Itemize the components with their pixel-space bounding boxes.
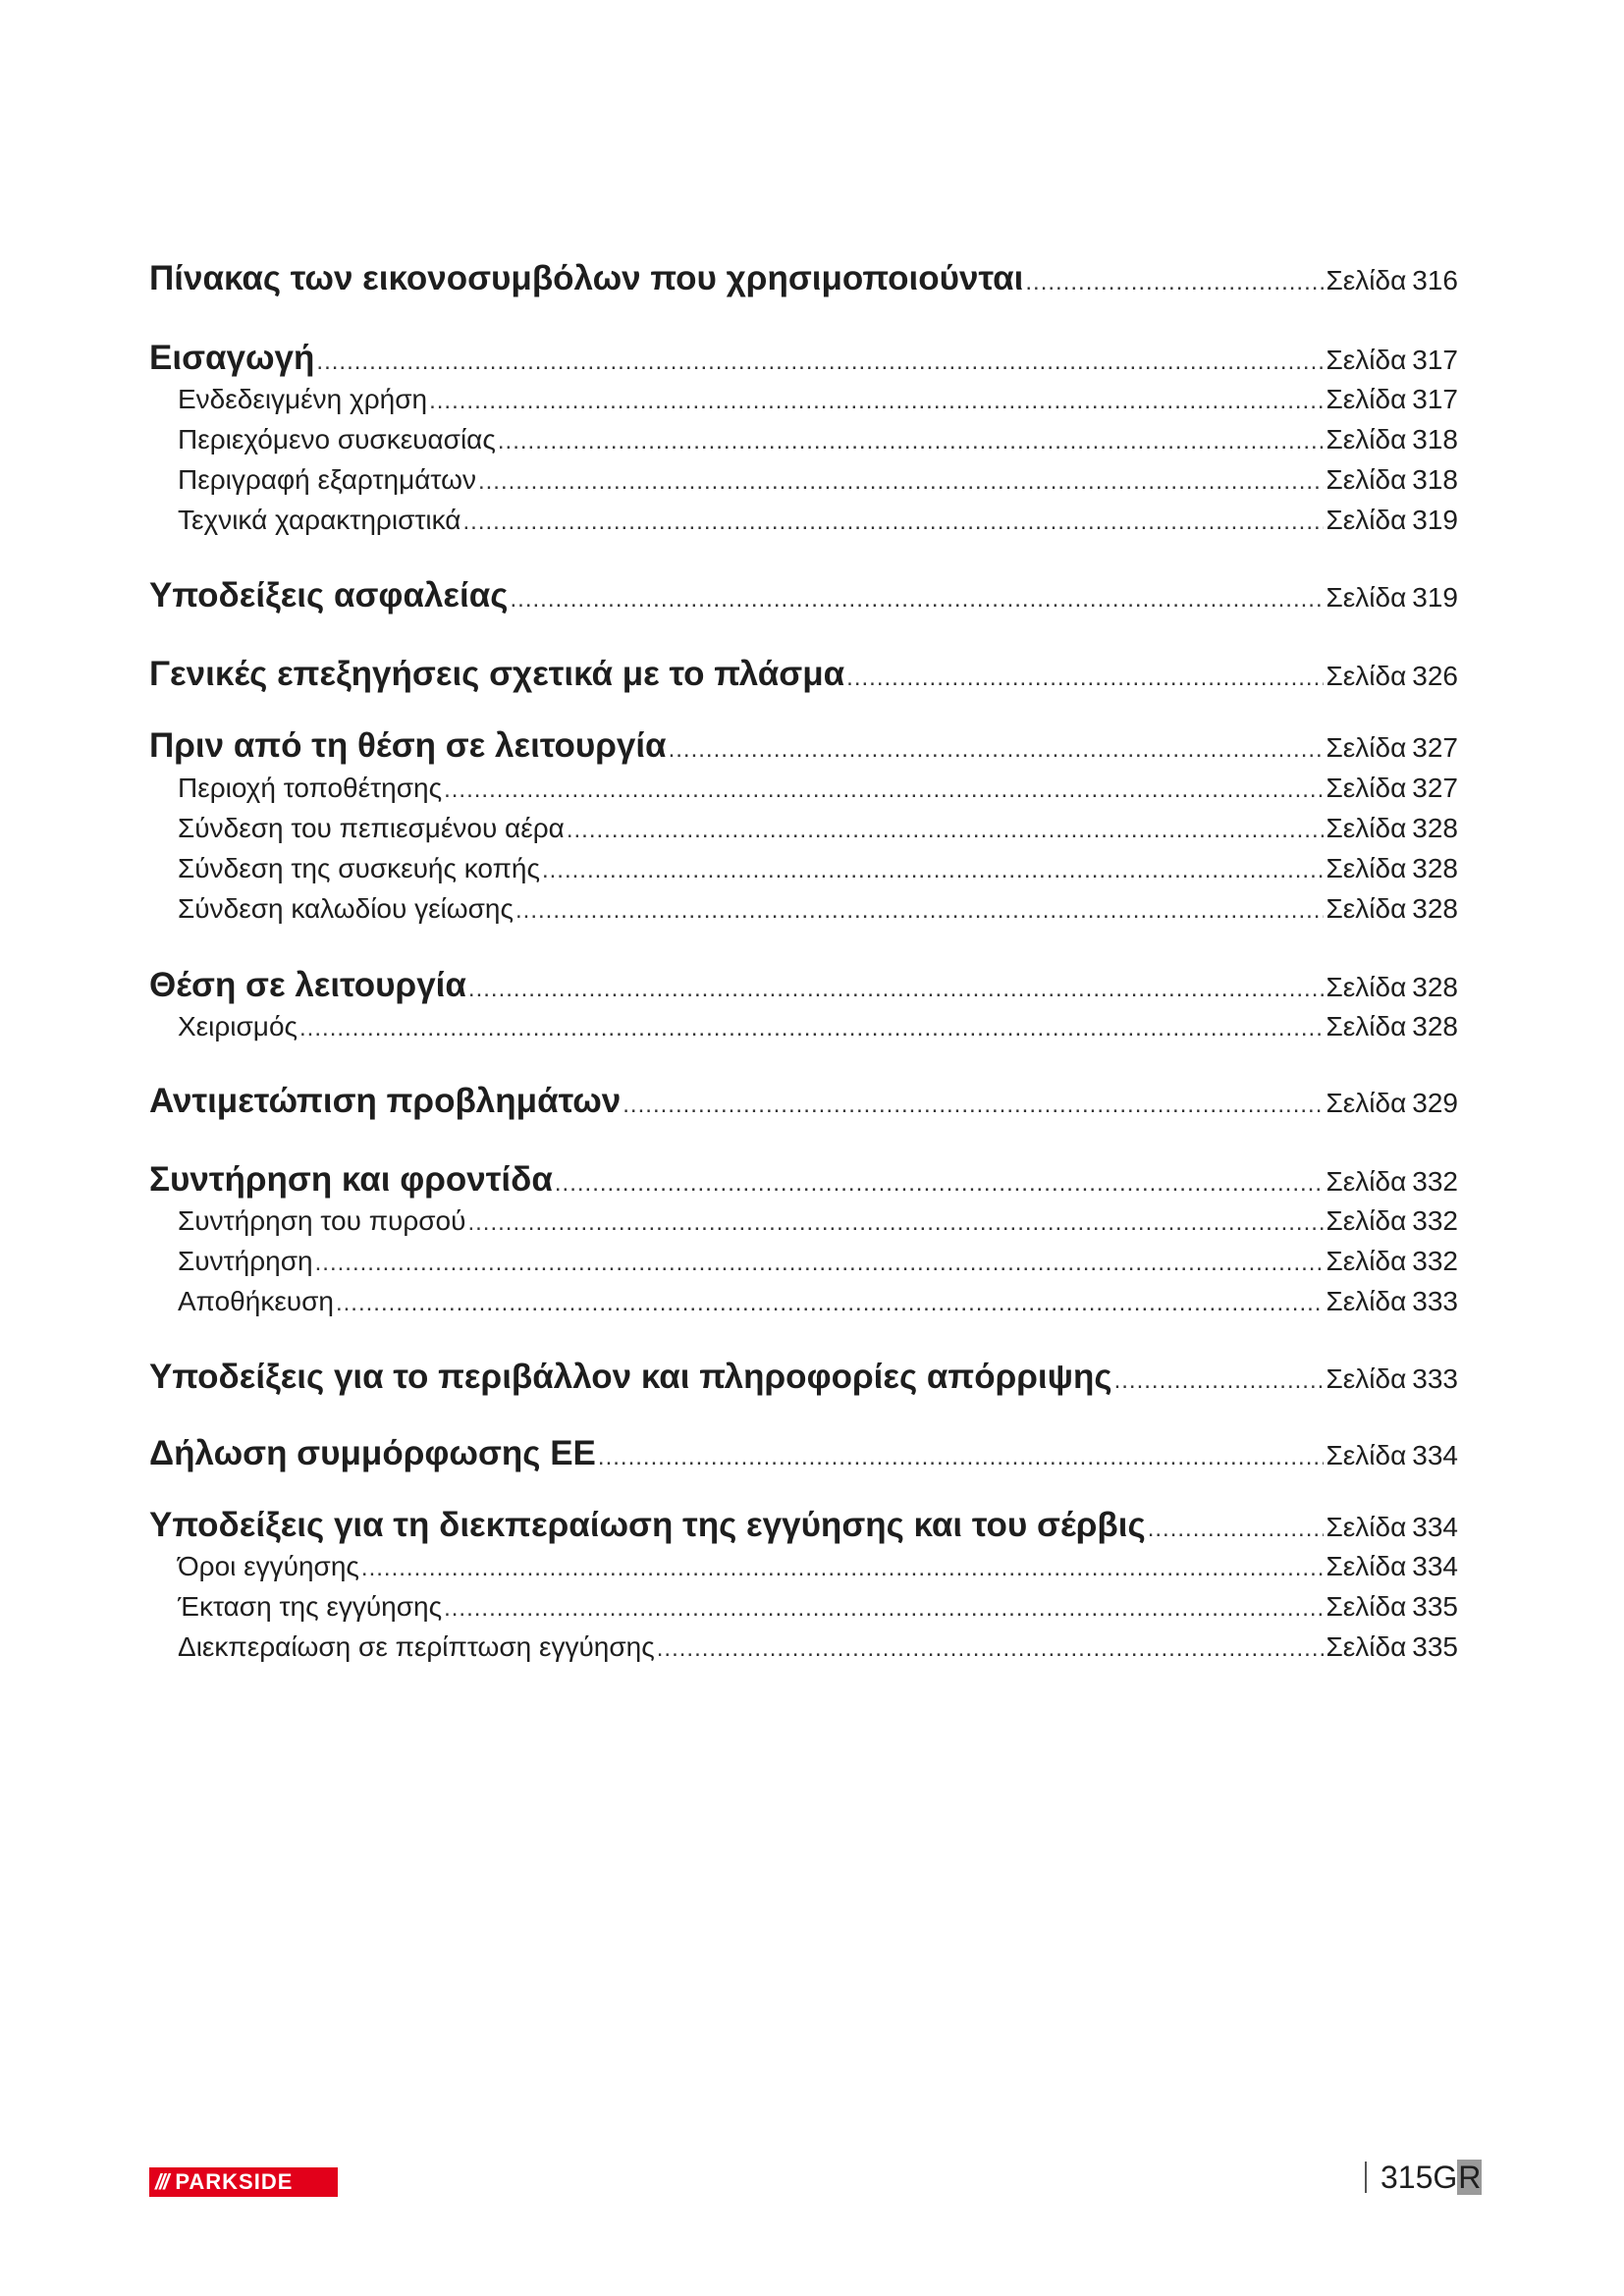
toc-entry-title: Όροι εγγύησης <box>178 1551 359 1581</box>
toc-page-ref <box>1326 851 1458 886</box>
toc-page-ref <box>1326 259 1458 300</box>
toc-page-number: 329 <box>1412 1088 1458 1118</box>
toc-page-number: 327 <box>1412 773 1458 803</box>
toc-entry-title: Γενικές επεξηγήσεις σχετικά με το πλάσμα <box>149 655 845 693</box>
toc-entry-title: Αποθήκευση <box>178 1286 334 1316</box>
toc-page-word: Σελίδα <box>1326 1205 1407 1236</box>
toc-entry-title: Συντήρηση και φροντίδα <box>149 1160 553 1199</box>
toc-page-ref <box>1326 771 1458 806</box>
toc-entry-cutting-device[interactable] <box>149 851 1458 886</box>
toc-entry-safety[interactable] <box>149 574 1458 617</box>
toc-page-number: 335 <box>1412 1631 1458 1662</box>
toc-dot-leader <box>361 1551 1325 1584</box>
toc-page-number: 318 <box>1412 464 1458 495</box>
toc-page-word: Σελίδα <box>1326 384 1407 414</box>
toc-page-ref <box>1326 462 1458 498</box>
parkside-logo <box>149 2167 338 2197</box>
toc-page-number: 332 <box>1412 1166 1458 1197</box>
toc-page-ref <box>1326 503 1458 538</box>
toc-entry-title: Διεκπεραίωση σε περίπτωση εγγύησης <box>178 1631 655 1662</box>
toc-entry-title: Σύνδεση καλωδίου γείωσης <box>178 893 514 924</box>
toc-page-ref <box>1326 966 1458 1007</box>
toc-page-ref <box>1326 1244 1458 1279</box>
toc-page-number: 318 <box>1412 424 1458 454</box>
toc-entry-symbols[interactable] <box>149 257 1458 300</box>
language-code-r: R <box>1458 2160 1482 2195</box>
toc-page-number: 334 <box>1412 1551 1458 1581</box>
toc-page-ref <box>1326 655 1458 696</box>
toc-page-word: Σελίδα <box>1326 1551 1407 1581</box>
toc-entry-warranty-scope[interactable] <box>149 1589 1458 1625</box>
toc-page-word: Σελίδα <box>1326 582 1407 613</box>
toc-dot-leader <box>336 1286 1325 1319</box>
toc-dot-leader <box>669 728 1325 768</box>
toc-entry-handling[interactable] <box>149 1009 1458 1044</box>
toc-dot-leader <box>463 505 1325 538</box>
toc-page-number: 332 <box>1412 1205 1458 1236</box>
toc-page-ref <box>1326 811 1458 846</box>
toc-entry-maintenance-care[interactable] <box>149 1158 1458 1201</box>
toc-entry-title: Θέση σε λειτουργία <box>149 966 466 1004</box>
toc-dot-leader <box>316 341 1324 380</box>
toc-page-number: 328 <box>1412 1011 1458 1041</box>
toc-dot-leader <box>510 578 1324 617</box>
toc-page-word: Σελίδα <box>1326 732 1407 763</box>
toc-page-ref <box>1326 1358 1458 1399</box>
toc-page-number: 332 <box>1412 1246 1458 1276</box>
toc-entry-eu-declaration[interactable] <box>149 1432 1458 1475</box>
toc-page-word: Σελίδα <box>1326 464 1407 495</box>
toc-page-number: 317 <box>1412 345 1458 375</box>
toc-page-word: Σελίδα <box>1326 1088 1407 1118</box>
toc-page-word: Σελίδα <box>1326 773 1407 803</box>
toc-page-number: 327 <box>1412 732 1458 763</box>
toc-entry-before-use[interactable] <box>149 724 1458 768</box>
toc-entry-title: Συντήρηση <box>178 1246 313 1276</box>
toc-dot-leader <box>315 1246 1325 1279</box>
toc-entry-ground-cable[interactable] <box>149 891 1458 927</box>
toc-dot-leader <box>515 893 1324 927</box>
toc-page-ref <box>1326 1284 1458 1319</box>
toc-page-ref <box>1326 339 1458 380</box>
toc-entry-title: Υποδείξεις για το περιβάλλον και πληροφορίες απόρριψης <box>149 1358 1112 1396</box>
toc-entry-title: Πίνακας των εικονοσυμβόλων που χρησιμοποιούνται <box>149 259 1024 297</box>
toc-page-number: 316 <box>1412 265 1458 295</box>
toc-page-word: Σελίδα <box>1326 1591 1407 1622</box>
toc-entry-installation-area[interactable] <box>149 771 1458 806</box>
toc-dot-leader <box>1114 1360 1325 1399</box>
toc-page-word: Σελίδα <box>1326 1631 1407 1662</box>
language-code-g: G <box>1433 2159 1458 2195</box>
toc-page-number: 328 <box>1412 972 1458 1002</box>
toc-page-word: Σελίδα <box>1326 345 1407 375</box>
toc-page-word: Σελίδα <box>1326 661 1407 691</box>
toc-dot-leader <box>299 1011 1324 1044</box>
toc-page-ref <box>1326 1160 1458 1201</box>
toc-page-ref <box>1326 1009 1458 1044</box>
toc-page-number: 334 <box>1412 1512 1458 1542</box>
toc-entry-warranty-terms[interactable] <box>149 1549 1458 1584</box>
toc-entry-storage[interactable] <box>149 1284 1458 1319</box>
toc-page-number: 328 <box>1412 893 1458 924</box>
toc-entry-title: Πριν από τη θέση σε λειτουργία <box>149 726 667 765</box>
toc-entry-title: Δήλωση συμμόρφωσης ΕΕ <box>149 1434 596 1472</box>
toc-page-word: Σελίδα <box>1326 1011 1407 1041</box>
toc-entry-title: Εισαγωγή <box>149 339 315 377</box>
toc-page-ref <box>1326 891 1458 927</box>
toc-entry-introduction[interactable] <box>149 337 1458 380</box>
toc-entry-title: Έκταση της εγγύησης <box>178 1591 443 1622</box>
toc-entry-title: Αντιμετώπιση προβλημάτων <box>149 1082 622 1120</box>
footer-separator <box>1365 2162 1367 2193</box>
toc-page-word: Σελίδα <box>1326 505 1407 535</box>
toc-page-number: 317 <box>1412 384 1458 414</box>
toc-page-word: Σελίδα <box>1326 972 1407 1002</box>
toc-page-ref <box>1326 1506 1458 1547</box>
toc-entry-torch-maintenance[interactable] <box>149 1203 1458 1239</box>
toc-page-word: Σελίδα <box>1326 1166 1407 1197</box>
page-number: 315 <box>1380 2159 1434 2195</box>
toc-dot-leader <box>467 1205 1324 1239</box>
toc-dot-leader <box>623 1084 1324 1123</box>
toc-entry-title: Ενδεδειγμένη χρήση <box>178 384 428 414</box>
toc-page-ref <box>1326 1434 1458 1475</box>
toc-entry-technical-data[interactable] <box>149 503 1458 538</box>
toc-dot-leader <box>444 773 1324 806</box>
logo-text: PARKSIDE <box>175 2169 294 2194</box>
toc-page-number: 319 <box>1412 505 1458 535</box>
toc-entry-title: Περιγραφή εξαρτημάτων <box>178 464 476 495</box>
toc-page-ref <box>1326 726 1458 768</box>
toc-page-number: 333 <box>1412 1286 1458 1316</box>
toc-page-ref <box>1326 1203 1458 1239</box>
toc-page-number: 333 <box>1412 1363 1458 1394</box>
toc-dot-leader <box>846 657 1324 696</box>
toc-page-word: Σελίδα <box>1326 893 1407 924</box>
page-footer-number <box>1365 2158 1482 2197</box>
toc-dot-leader <box>1148 1508 1325 1547</box>
toc-dot-leader <box>478 464 1325 498</box>
toc-dot-leader <box>429 384 1324 417</box>
toc-entry-title: Υποδείξεις για τη διεκπεραίωση της εγγύησης και του σέρβις <box>149 1506 1146 1544</box>
toc-dot-leader <box>567 813 1325 846</box>
toc-page-ref <box>1326 1549 1458 1584</box>
toc-page-number: 326 <box>1412 661 1458 691</box>
toc-page-word: Σελίδα <box>1326 1440 1407 1470</box>
toc-entry-intended-use[interactable] <box>149 382 1458 417</box>
toc-entry-package-contents[interactable] <box>149 422 1458 457</box>
toc-entry-troubleshooting[interactable] <box>149 1080 1458 1123</box>
toc-entry-title: Περιεχόμενο συσκευασίας <box>178 424 496 454</box>
toc-entry-operation[interactable] <box>149 964 1458 1007</box>
toc-page-number: 319 <box>1412 582 1458 613</box>
toc-page-number: 328 <box>1412 853 1458 883</box>
toc-entry-title: Σύνδεση του πεπιεσμένου αέρα <box>178 813 565 843</box>
toc-dot-leader <box>444 1591 1324 1625</box>
toc-dot-leader <box>498 424 1325 457</box>
toc-dot-leader <box>555 1162 1325 1201</box>
toc-page-word: Σελίδα <box>1326 1286 1407 1316</box>
toc-page-ref <box>1326 1082 1458 1123</box>
toc-page-number: 335 <box>1412 1591 1458 1622</box>
toc-dot-leader <box>468 968 1325 1007</box>
toc-entry-parts-description[interactable] <box>149 462 1458 498</box>
toc-entry-compressed-air[interactable] <box>149 811 1458 846</box>
toc-page-word: Σελίδα <box>1326 853 1407 883</box>
toc-page-ref <box>1326 576 1458 617</box>
toc-page-ref <box>1326 422 1458 457</box>
toc-page-ref <box>1326 1629 1458 1665</box>
toc-page-word: Σελίδα <box>1326 813 1407 843</box>
toc-page-number: 328 <box>1412 813 1458 843</box>
toc-entry-warranty-handling[interactable] <box>149 1629 1458 1665</box>
toc-page-word: Σελίδα <box>1326 1363 1407 1394</box>
toc-dot-leader <box>598 1436 1325 1475</box>
toc-entry-title: Τεχνικά χαρακτηριστικά <box>178 505 461 535</box>
toc-entry-maintenance[interactable] <box>149 1244 1458 1279</box>
toc-entry-title: Σύνδεση της συσκευής κοπής <box>178 853 540 883</box>
toc-page-word: Σελίδα <box>1326 424 1407 454</box>
toc-page-word: Σελίδα <box>1326 1246 1407 1276</box>
toc-entry-plasma-general[interactable] <box>149 653 1458 696</box>
toc-page-word: Σελίδα <box>1326 1512 1407 1542</box>
toc-entry-title: Περιοχή τοποθέτησης <box>178 773 443 803</box>
toc-dot-leader <box>1025 261 1324 300</box>
toc-entry-warranty-service[interactable] <box>149 1504 1458 1547</box>
toc-page-word: Σελίδα <box>1326 265 1407 295</box>
toc-entry-environment-disposal[interactable] <box>149 1356 1458 1399</box>
toc-dot-leader <box>542 853 1325 886</box>
logo-stripes: /// <box>155 2169 168 2194</box>
toc-page-number: 334 <box>1412 1440 1458 1470</box>
toc-entry-title: Υποδείξεις ασφαλείας <box>149 576 509 614</box>
toc-dot-leader <box>657 1631 1325 1665</box>
toc-page-ref <box>1326 1589 1458 1625</box>
toc-entry-title: Χειρισμός <box>178 1011 298 1041</box>
toc-entry-title: Συντήρηση του πυρσού <box>178 1205 466 1236</box>
toc-page-ref <box>1326 382 1458 417</box>
language-code <box>1433 2160 1482 2196</box>
